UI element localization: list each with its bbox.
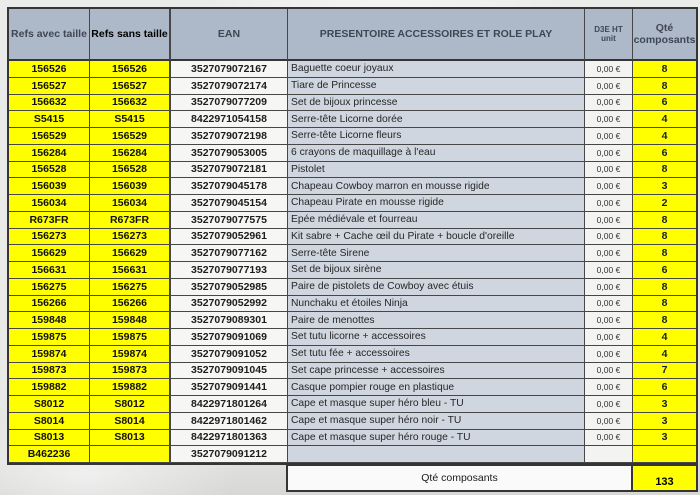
- d3e-cell[interactable]: 0,00 €: [585, 212, 633, 229]
- ref-no-size-cell[interactable]: 156034: [90, 195, 171, 212]
- ref-with-size-cell[interactable]: R673FR: [9, 212, 90, 229]
- d3e-cell[interactable]: 0,00 €: [585, 279, 633, 296]
- ref-no-size-cell[interactable]: S8012: [90, 396, 171, 413]
- ean-cell[interactable]: 3527079052985: [171, 279, 288, 296]
- ref-no-size-cell[interactable]: 159874: [90, 346, 171, 363]
- ean-cell[interactable]: 3527079072198: [171, 128, 288, 145]
- product-cell[interactable]: Casque pompier rouge en plastique: [288, 379, 585, 396]
- qty-cell[interactable]: 8: [633, 296, 696, 313]
- ref-with-size-cell[interactable]: 156034: [9, 195, 90, 212]
- ref-no-size-cell[interactable]: 159873: [90, 363, 171, 380]
- product-table-sheet: [7, 7, 698, 492]
- d3e-cell[interactable]: 0,00 €: [585, 78, 633, 95]
- header-ref-no-size[interactable]: Refs sans taille: [90, 9, 171, 61]
- ref-no-size-cell[interactable]: 156527: [90, 78, 171, 95]
- d3e-cell[interactable]: 0,00 €: [585, 229, 633, 246]
- qty-cell[interactable]: 8: [633, 279, 696, 296]
- ean-cell[interactable]: 3527079072181: [171, 162, 288, 179]
- product-cell[interactable]: Set de bijoux princesse: [288, 95, 585, 112]
- qty-cell[interactable]: 8: [633, 61, 696, 78]
- d3e-cell[interactable]: 0,00 €: [585, 262, 633, 279]
- qty-cell[interactable]: 4: [633, 128, 696, 145]
- d3e-cell[interactable]: 0,00 €: [585, 245, 633, 262]
- ean-cell[interactable]: 8422971801264: [171, 396, 288, 413]
- product-cell[interactable]: Cape et masque super héro noir - TU: [288, 413, 585, 430]
- ref-no-size-cell[interactable]: 156529: [90, 128, 171, 145]
- d3e-cell[interactable]: 0,00 €: [585, 430, 633, 447]
- ref-with-size-cell[interactable]: 159875: [9, 329, 90, 346]
- ref-no-size-cell[interactable]: 159848: [90, 312, 171, 329]
- ref-with-size-cell[interactable]: 156266: [9, 296, 90, 313]
- ref-no-size-cell[interactable]: S5415: [90, 111, 171, 128]
- ean-cell[interactable]: 3527079077209: [171, 95, 288, 112]
- d3e-cell[interactable]: 0,00 €: [585, 61, 633, 78]
- ref-with-size-cell[interactable]: 156529: [9, 128, 90, 145]
- d3e-cell[interactable]: 0,00 €: [585, 413, 633, 430]
- ref-no-size-cell[interactable]: 159882: [90, 379, 171, 396]
- d3e-cell[interactable]: 0,00 €: [585, 178, 633, 195]
- ref-with-size-cell[interactable]: 156629: [9, 245, 90, 262]
- ref-with-size-cell[interactable]: 156631: [9, 262, 90, 279]
- ref-with-size-cell[interactable]: S8013: [9, 430, 90, 447]
- product-cell[interactable]: Set de bijoux sirène: [288, 262, 585, 279]
- ref-no-size-cell[interactable]: 156275: [90, 279, 171, 296]
- ean-cell[interactable]: 8422971801462: [171, 413, 288, 430]
- ref-with-size-cell[interactable]: 159848: [9, 312, 90, 329]
- qty-cell[interactable]: 6: [633, 262, 696, 279]
- product-cell[interactable]: Paire de menottes: [288, 312, 585, 329]
- ean-cell[interactable]: 3527079089301: [171, 312, 288, 329]
- ean-cell[interactable]: 3527079053005: [171, 145, 288, 162]
- product-cell[interactable]: Set cape princesse + accessoires: [288, 363, 585, 380]
- ean-cell[interactable]: 3527079077162: [171, 245, 288, 262]
- header-product[interactable]: PRESENTOIRE ACCESSOIRES ET ROLE PLAY: [288, 9, 585, 61]
- ref-no-size-cell[interactable]: 156039: [90, 178, 171, 195]
- ref-no-size-cell[interactable]: 156284: [90, 145, 171, 162]
- product-cell[interactable]: Set tutu fée + accessoires: [288, 346, 585, 363]
- ref-with-size-cell[interactable]: S8012: [9, 396, 90, 413]
- product-cell[interactable]: Paire de pistolets de Cowboy avec étuis: [288, 279, 585, 296]
- product-cell[interactable]: Serre-tête Sirene: [288, 245, 585, 262]
- product-cell[interactable]: Chapeau Pirate en mousse rigide: [288, 195, 585, 212]
- qty-cell[interactable]: 3: [633, 178, 696, 195]
- ean-cell[interactable]: 3527079072167: [171, 61, 288, 78]
- qty-cell[interactable]: [633, 446, 696, 463]
- qty-cell[interactable]: 8: [633, 78, 696, 95]
- ref-with-size-cell[interactable]: S5415: [9, 111, 90, 128]
- ean-cell[interactable]: 3527079091045: [171, 363, 288, 380]
- qty-total-label: Qté composants: [288, 466, 633, 490]
- ean-cell[interactable]: 3527079052992: [171, 296, 288, 313]
- product-cell[interactable]: Kit sabre + Cache œil du Pirate + boucle d'oreille: [288, 229, 585, 246]
- product-cell[interactable]: Nunchaku et étoiles Ninja: [288, 296, 585, 313]
- qty-total-footer: [286, 465, 698, 492]
- ean-cell[interactable]: 3527079045154: [171, 195, 288, 212]
- ref-with-size-cell[interactable]: S8014: [9, 413, 90, 430]
- ref-no-size-cell[interactable]: 156273: [90, 229, 171, 246]
- ean-cell[interactable]: 3527079072174: [171, 78, 288, 95]
- ref-with-size-cell[interactable]: 156527: [9, 78, 90, 95]
- header-ref-with-size[interactable]: Refs avec taille: [9, 9, 90, 61]
- ref-with-size-cell[interactable]: 156526: [9, 61, 90, 78]
- product-table: [7, 7, 698, 465]
- ref-no-size-cell[interactable]: S8014: [90, 413, 171, 430]
- qty-cell[interactable]: 3: [633, 396, 696, 413]
- product-cell[interactable]: Epée médiévale et fourreau: [288, 212, 585, 229]
- d3e-cell[interactable]: 0,00 €: [585, 396, 633, 413]
- qty-cell[interactable]: 6: [633, 379, 696, 396]
- product-cell[interactable]: Cape et masque super héro bleu - TU: [288, 396, 585, 413]
- d3e-cell[interactable]: 0,00 €: [585, 128, 633, 145]
- qty-cell[interactable]: 6: [633, 95, 696, 112]
- ref-no-size-cell[interactable]: 156631: [90, 262, 171, 279]
- ref-no-size-cell[interactable]: 159875: [90, 329, 171, 346]
- ean-cell[interactable]: 8422971054158: [171, 111, 288, 128]
- product-cell[interactable]: Cape et masque super héro rouge - TU: [288, 430, 585, 447]
- ref-no-size-cell[interactable]: 156632: [90, 95, 171, 112]
- d3e-cell[interactable]: 0,00 €: [585, 162, 633, 179]
- product-cell[interactable]: Serre-tête Licorne fleurs: [288, 128, 585, 145]
- ref-with-size-cell[interactable]: 159882: [9, 379, 90, 396]
- product-cell[interactable]: Set tutu licorne + accessoires: [288, 329, 585, 346]
- ean-cell[interactable]: 3527079091052: [171, 346, 288, 363]
- ref-with-size-cell[interactable]: 156632: [9, 95, 90, 112]
- ref-with-size-cell[interactable]: 156275: [9, 279, 90, 296]
- ean-cell[interactable]: 3527079091441: [171, 379, 288, 396]
- qty-cell[interactable]: 8: [633, 245, 696, 262]
- ean-cell[interactable]: 3527079052961: [171, 229, 288, 246]
- d3e-cell[interactable]: 0,00 €: [585, 379, 633, 396]
- ref-with-size-cell[interactable]: 156273: [9, 229, 90, 246]
- qty-cell[interactable]: 3: [633, 413, 696, 430]
- d3e-cell[interactable]: 0,00 €: [585, 346, 633, 363]
- ean-cell[interactable]: 3527079077575: [171, 212, 288, 229]
- ref-with-size-cell[interactable]: B462236: [9, 446, 90, 463]
- product-cell[interactable]: Tiare de Princesse: [288, 78, 585, 95]
- ref-with-size-cell[interactable]: 156039: [9, 178, 90, 195]
- ean-cell[interactable]: 3527079091069: [171, 329, 288, 346]
- header-ean[interactable]: EAN: [171, 9, 288, 61]
- qty-cell[interactable]: 8: [633, 212, 696, 229]
- d3e-cell[interactable]: 0,00 €: [585, 145, 633, 162]
- d3e-cell[interactable]: 0,00 €: [585, 195, 633, 212]
- d3e-cell[interactable]: 0,00 €: [585, 95, 633, 112]
- qty-cell[interactable]: 7: [633, 363, 696, 380]
- ref-no-size-cell[interactable]: S8013: [90, 430, 171, 447]
- ref-with-size-cell[interactable]: 159873: [9, 363, 90, 380]
- ref-no-size-cell[interactable]: 156528: [90, 162, 171, 179]
- d3e-cell[interactable]: 0,00 €: [585, 296, 633, 313]
- ref-with-size-cell[interactable]: 156284: [9, 145, 90, 162]
- ean-cell[interactable]: 3527079091212: [171, 446, 288, 463]
- product-cell[interactable]: Pistolet: [288, 162, 585, 179]
- qty-cell[interactable]: 4: [633, 111, 696, 128]
- d3e-cell[interactable]: 0,00 €: [585, 312, 633, 329]
- ref-with-size-cell[interactable]: 159874: [9, 346, 90, 363]
- product-cell[interactable]: Serre-tête Licorne dorée: [288, 111, 585, 128]
- product-cell[interactable]: 6 crayons de maquillage à l'eau: [288, 145, 585, 162]
- d3e-cell[interactable]: 0,00 €: [585, 111, 633, 128]
- header-d3e[interactable]: D3E HT unit: [585, 9, 633, 61]
- qty-cell[interactable]: 8: [633, 312, 696, 329]
- ean-cell[interactable]: 3527079077193: [171, 262, 288, 279]
- ref-no-size-cell[interactable]: 156629: [90, 245, 171, 262]
- qty-cell[interactable]: 2: [633, 195, 696, 212]
- ref-no-size-cell[interactable]: 156266: [90, 296, 171, 313]
- qty-cell[interactable]: 8: [633, 229, 696, 246]
- d3e-cell[interactable]: 0,00 €: [585, 363, 633, 380]
- ref-no-size-cell[interactable]: [90, 446, 171, 463]
- ean-cell[interactable]: 8422971801363: [171, 430, 288, 447]
- qty-cell[interactable]: 3: [633, 430, 696, 447]
- product-cell[interactable]: [288, 446, 585, 463]
- qty-cell[interactable]: 4: [633, 346, 696, 363]
- ean-cell[interactable]: 3527079045178: [171, 178, 288, 195]
- ref-with-size-cell[interactable]: 156528: [9, 162, 90, 179]
- qty-cell[interactable]: 6: [633, 145, 696, 162]
- d3e-cell[interactable]: [585, 446, 633, 463]
- qty-cell[interactable]: 4: [633, 329, 696, 346]
- product-cell[interactable]: Baguette coeur joyaux: [288, 61, 585, 78]
- qty-cell[interactable]: 8: [633, 162, 696, 179]
- d3e-cell[interactable]: 0,00 €: [585, 329, 633, 346]
- product-cell[interactable]: Chapeau Cowboy marron en mousse rigide: [288, 178, 585, 195]
- ref-no-size-cell[interactable]: 156526: [90, 61, 171, 78]
- ref-no-size-cell[interactable]: R673FR: [90, 212, 171, 229]
- qty-total-value[interactable]: 133: [633, 466, 696, 490]
- header-qty[interactable]: Qté composants: [633, 9, 696, 61]
